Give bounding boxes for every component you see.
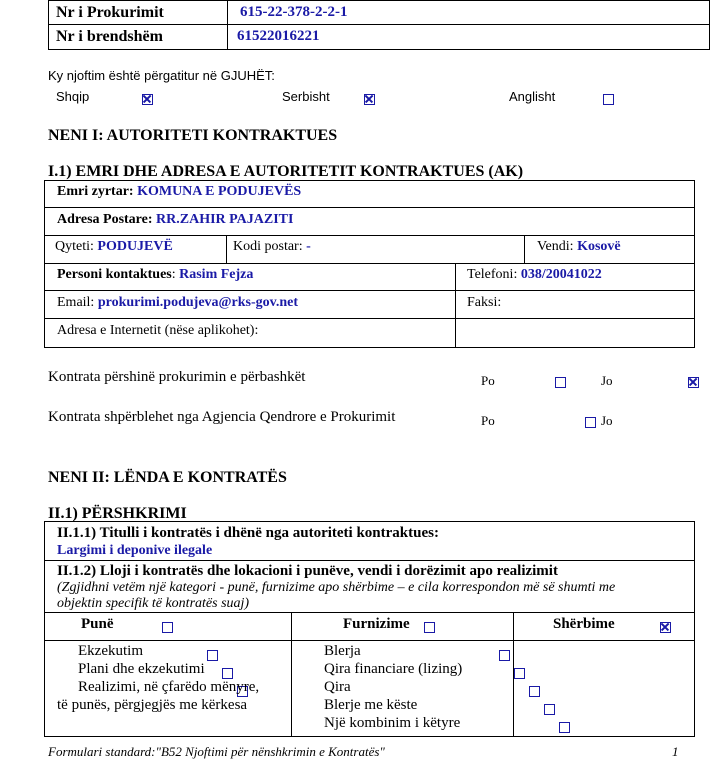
postal-code-row xyxy=(233,239,311,255)
services-checkbox[interactable] xyxy=(660,622,671,633)
section-1-heading: NENI I: AUTORITETI KONTRAKTUES xyxy=(48,127,338,144)
services-label: Shërbime xyxy=(553,616,615,632)
contract-type-note: (Zgjidhni vetëm një kategori - punë, furnizime apo shërbime – e cila korrespondon më së shumti me objektin specifik të kontratës suaj) xyxy=(57,580,616,611)
contract-type-label: II.1.2) Lloji i kontratës dhe lokacioni i punëve, vendi i dorëzimit apo realizimit xyxy=(57,563,558,579)
section-2-1-heading: II.1) PËRSHKRIMI xyxy=(48,505,187,522)
supplies-item-checkbox[interactable] xyxy=(499,650,510,661)
divider xyxy=(455,263,456,348)
supplies-item: Blerja xyxy=(324,643,361,659)
language-english-label: Anglisht xyxy=(509,89,556,104)
divider xyxy=(44,207,695,208)
language-albanian-label: Shqip xyxy=(56,89,90,104)
official-name-row xyxy=(57,184,301,200)
divider xyxy=(44,290,695,291)
works-item-continuation: të punës, përgjegjës me kërkesa xyxy=(57,697,248,713)
official-name-label: Emri zyrtar: xyxy=(57,184,134,199)
divider xyxy=(44,263,695,264)
postal-code-value: - xyxy=(306,239,311,254)
email-label: Email: xyxy=(57,295,95,310)
postal-address-value: RR.ZAHIR PAJAZITI xyxy=(156,212,294,227)
supplies-label: Furnizime xyxy=(343,616,410,632)
city-value: PODUJEVË xyxy=(97,239,173,254)
albanian-checkbox[interactable] xyxy=(142,94,153,105)
postal-address-row: Adresa Postare: RR.ZAHIR PAJAZITI xyxy=(57,212,294,227)
supplies-item-checkbox[interactable] xyxy=(559,722,570,733)
country-label: Vendi: xyxy=(537,239,574,254)
works-item: Ekzekutim xyxy=(78,643,143,659)
serbian-checkbox[interactable] xyxy=(364,94,375,105)
central-no-label: Jo xyxy=(601,413,613,428)
phone-row xyxy=(467,267,602,283)
divider xyxy=(524,235,525,263)
supplies-item-checkbox[interactable] xyxy=(544,704,555,715)
supplies-item-checkbox[interactable] xyxy=(514,668,525,679)
supplies-item-checkbox[interactable] xyxy=(529,686,540,697)
city-label: Qyteti: xyxy=(55,239,94,254)
works-item-checkbox[interactable] xyxy=(222,668,233,679)
procurement-number-value: 615-22-378-2-2-1 xyxy=(240,4,348,20)
page-number: 1 xyxy=(672,744,679,759)
official-name-value: KOMUNA E PODUJEVËS xyxy=(137,184,302,199)
divider xyxy=(291,612,292,737)
works-label: Punë xyxy=(81,616,114,632)
joint-no-checkbox[interactable] xyxy=(688,377,699,388)
supplies-item: Blerje me këste xyxy=(324,697,418,713)
joint-yes-checkbox[interactable] xyxy=(555,377,566,388)
divider xyxy=(226,235,227,263)
divider xyxy=(48,24,710,25)
divider xyxy=(44,612,695,613)
section-1-1-heading: I.1) EMRI DHE ADRESA E AUTORITETIT KONTRAKTUES (AK) xyxy=(48,163,524,180)
divider xyxy=(44,560,695,561)
joint-yes-label: Po xyxy=(481,373,495,388)
works-item-checkbox[interactable] xyxy=(207,650,218,661)
contact-row: Personi kontaktues: Rasim Fejza xyxy=(57,267,254,282)
internal-number-value: 61522016221 xyxy=(237,28,320,44)
phone-value: 038/20041022 xyxy=(520,267,602,282)
postal-address-label: Adresa Postare xyxy=(57,212,148,227)
divider xyxy=(227,0,228,50)
central-agency-question: Kontrata shpërblehet nga Agjencia Qendrore e Prokurimit xyxy=(48,409,396,425)
english-checkbox[interactable] xyxy=(603,94,614,105)
internal-number-label: Nr i brendshëm xyxy=(56,28,163,45)
footer-form-name: Formulari standard:"B52 Njoftimi për nënshkrimin e Kontratës" xyxy=(48,744,385,759)
joint-procurement-question: Kontrata përshinë prokurimin e përbashkët xyxy=(48,369,306,385)
works-item: Plani dhe ekzekutimi xyxy=(78,661,205,677)
central-yes-label: Po xyxy=(481,413,495,428)
divider xyxy=(44,318,695,319)
postal-code-label: Kodi postar: xyxy=(233,239,303,254)
phone-label: Telefoni: xyxy=(467,267,518,282)
country-value: Kosovë xyxy=(577,239,621,254)
contract-title-value: Largimi i deponive ilegale xyxy=(57,543,213,558)
supplies-item: Qira xyxy=(324,679,351,695)
section-2-heading: NENI II: LËNDA E KONTRATËS xyxy=(48,469,287,486)
joint-no-label: Jo xyxy=(601,373,613,388)
contact-value: Rasim Fejza xyxy=(179,267,254,282)
email-value: prokurimi.podujeva@rks-gov.net xyxy=(97,295,299,310)
contact-label: Personi kontaktues xyxy=(57,267,172,282)
central-yes-checkbox[interactable] xyxy=(585,417,596,428)
supplies-item: Qira financiare (lizing) xyxy=(324,661,463,677)
internet-address-label: Adresa e Internetit (nëse aplikohet): xyxy=(57,323,259,338)
contract-title-label: II.1.1) Titulli i kontratës i dhënë nga autoriteti kontraktues: xyxy=(57,525,439,541)
language-intro: Ky njoftim është përgatitur në GJUHËT: xyxy=(48,68,275,83)
city-row xyxy=(55,239,173,255)
supplies-checkbox[interactable] xyxy=(424,622,435,633)
divider xyxy=(44,235,695,236)
country-row xyxy=(537,239,621,255)
email-row xyxy=(57,295,298,311)
divider xyxy=(44,640,695,641)
procurement-number-label: Nr i Prokurimit xyxy=(56,4,164,21)
works-item: Realizimi, në çfarëdo mënyre, xyxy=(78,679,260,695)
language-serbian-label: Serbisht xyxy=(282,89,330,104)
fax-label: Faksi: xyxy=(467,295,502,310)
supplies-item: Një kombinim i këtyre xyxy=(324,715,461,731)
works-checkbox[interactable] xyxy=(162,622,173,633)
